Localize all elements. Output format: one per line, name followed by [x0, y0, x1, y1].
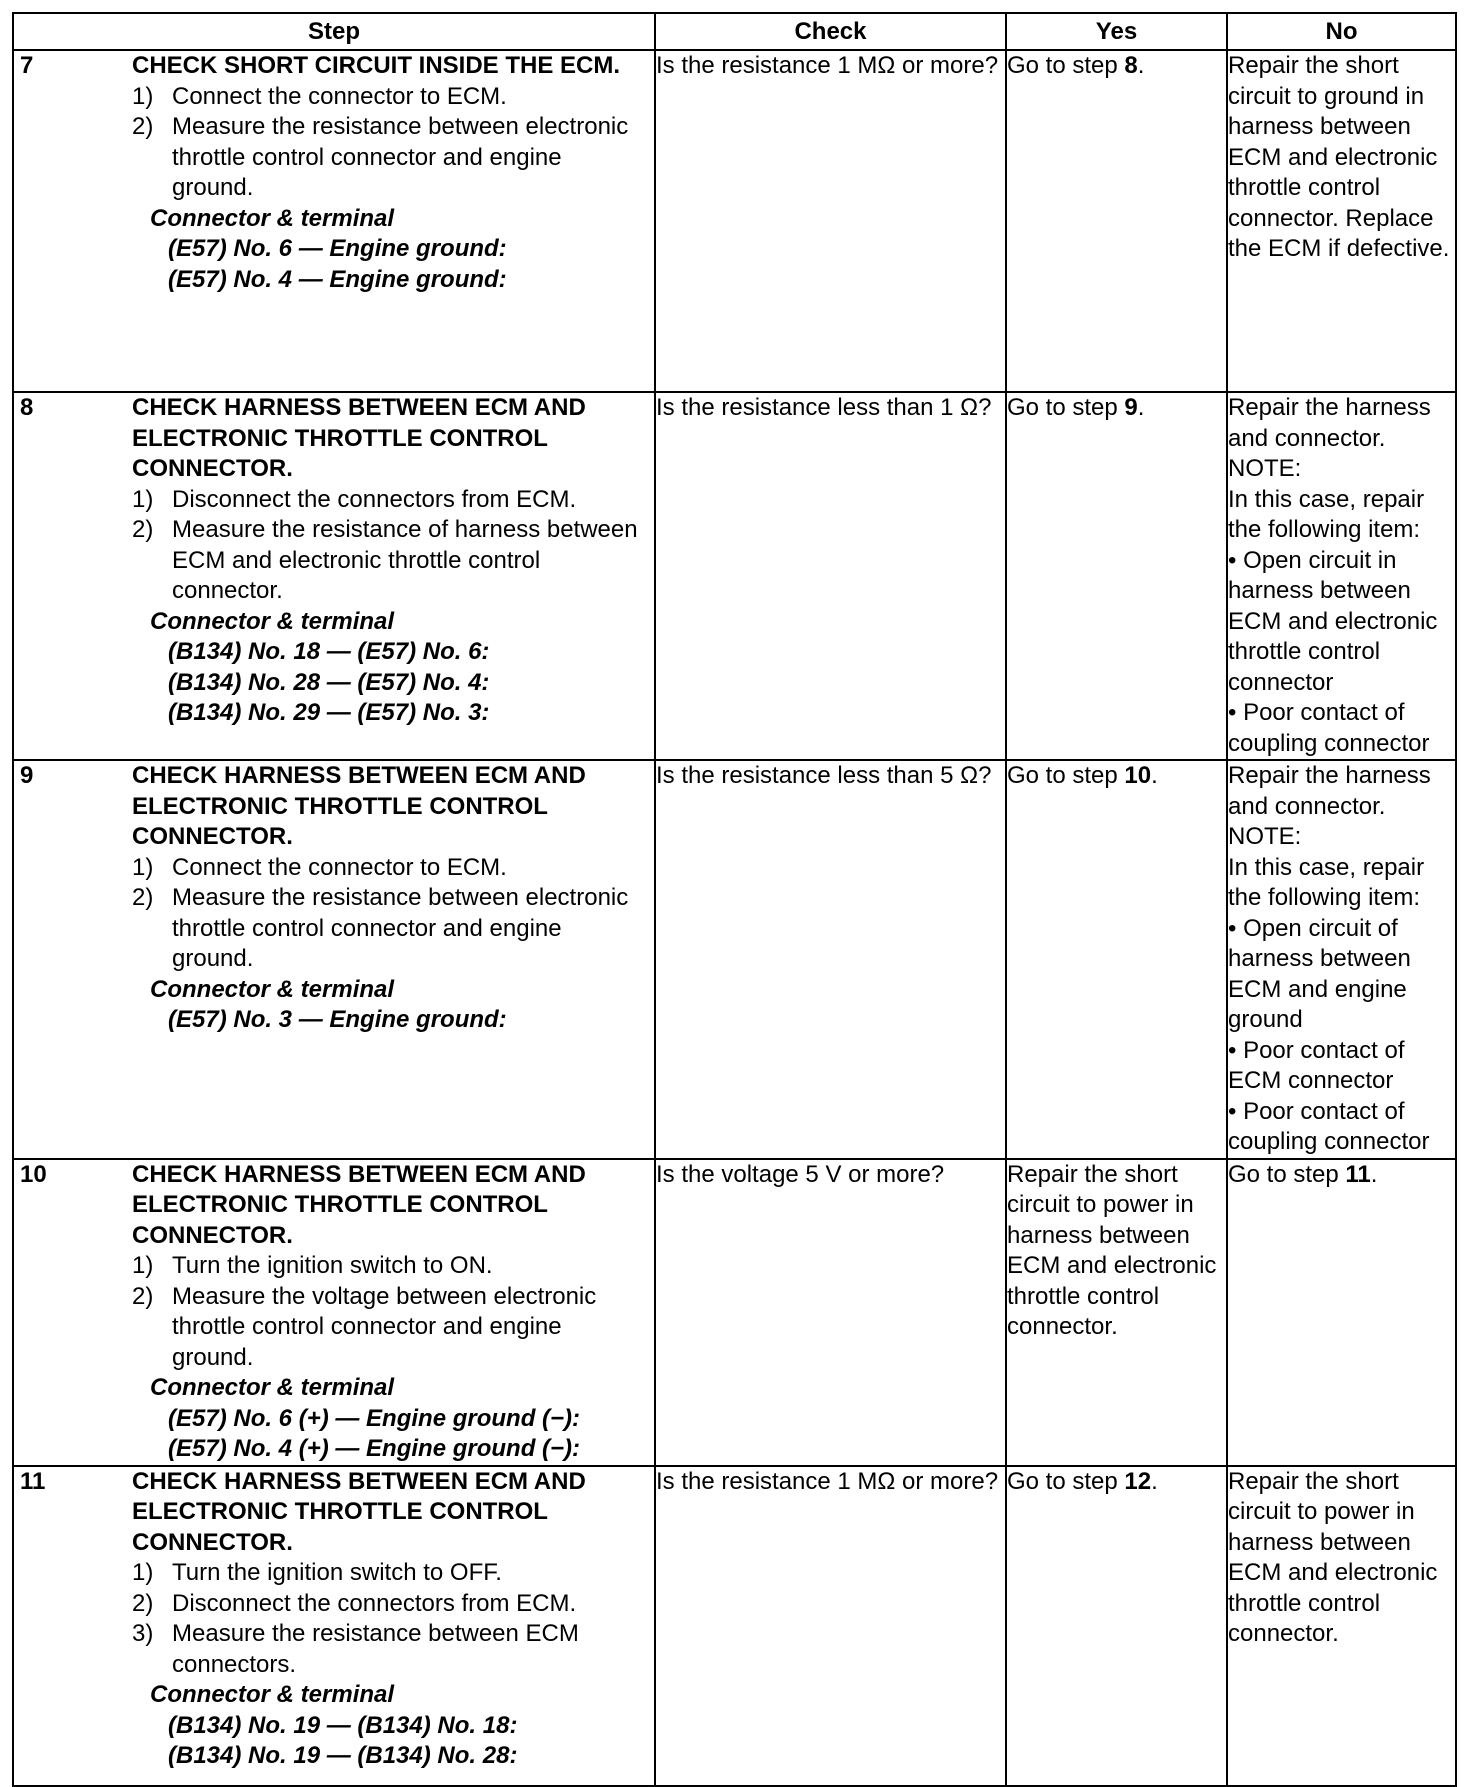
step-cell — [13, 392, 655, 760]
check-cell: Is the resistance less than 1 Ω? — [655, 392, 1006, 760]
diagnostic-table — [12, 12, 1457, 1787]
connector-terminal-label: Connector & terminal — [150, 204, 395, 232]
step-title: CHECK HARNESS BETWEEN ECM AND ELECTRONIC THROTTLE CONTROL CONNECTOR. — [132, 1467, 586, 1556]
procedure-item: 1) Disconnect the connectors from ECM. — [132, 485, 577, 513]
step-title: CHECK HARNESS BETWEEN ECM AND ELECTRONIC THROTTLE CONTROL CONNECTOR. — [132, 394, 586, 482]
step-title: CHECK HARNESS BETWEEN ECM AND ELECTRONIC THROTTLE CONTROL CONNECTOR. — [132, 762, 586, 850]
connector-terminal-line: (E57) No. 6 — Engine ground: — [168, 235, 507, 262]
procedure-item: 1) Connect the connector to ECM. — [132, 853, 507, 881]
step-cell — [13, 1159, 655, 1466]
yes-cell: Go to step 9. — [1006, 392, 1227, 760]
no-text: Repair the short circuit to ground in harness between ECM and electronic throttle control connector. Replace the ECM if defective. — [1228, 52, 1450, 262]
note-label: NOTE: — [1228, 455, 1302, 482]
bullet-item: • Open circuit of harness between ECM and engine ground — [1228, 914, 1411, 1033]
goto-step-number: 8 — [1124, 52, 1138, 79]
procedure-item: 2) Disconnect the connectors from ECM. — [132, 1589, 577, 1617]
bullet-item: • Poor contact of ECM connector — [1228, 1036, 1405, 1094]
bullet-item: • Poor contact of coupling connector — [1228, 1097, 1430, 1155]
step-cell — [13, 1466, 655, 1786]
connector-terminal-line: (E57) No. 6 (+) — Engine ground (−): — [168, 1404, 581, 1432]
step-row-9 — [13, 760, 1456, 1159]
connector-terminal-line: (B134) No. 19 — (B134) No. 28: — [168, 1742, 518, 1769]
check-cell: Is the resistance less than 5 Ω? — [655, 760, 1006, 1159]
header-step: Step — [13, 13, 655, 50]
procedure-item: 3) Measure the resistance between ECM connectors. — [132, 1620, 579, 1678]
connector-terminal-line: (B134) No. 18 — (E57) No. 6: — [168, 638, 490, 665]
note-label: NOTE: — [1228, 823, 1302, 850]
yes-cell: Go to step 10. — [1006, 760, 1227, 1159]
check-cell: Is the voltage 5 V or more? — [655, 1159, 1006, 1466]
connector-terminal-label: Connector & terminal — [150, 1374, 395, 1401]
header-yes: Yes — [1006, 13, 1227, 50]
procedure-item: 2) Measure the resistance between electronic throttle control connector and engine ground. — [132, 113, 629, 201]
connector-terminal-line: (E57) No. 3 — Engine ground: — [168, 1006, 507, 1033]
step-title: CHECK SHORT CIRCUIT INSIDE THE ECM. — [132, 52, 621, 79]
no-text: Repair the harness and connector. — [1228, 762, 1431, 820]
no-cell — [1227, 760, 1456, 1159]
bullet-item: • Open circuit in harness between ECM and electronic throttle control connector — [1228, 546, 1438, 696]
step-row-7 — [13, 50, 1456, 392]
no-text: In this case, repair the following item: — [1228, 485, 1425, 543]
step-number: 7 — [20, 52, 34, 79]
goto-step-number: 10 — [1124, 762, 1152, 789]
connector-terminal-line: (E57) No. 4 — Engine ground: — [168, 265, 507, 293]
yes-cell: Go to step 12. — [1006, 1466, 1227, 1786]
connector-terminal-label: Connector & terminal — [150, 1681, 395, 1708]
step-row-8 — [13, 392, 1456, 760]
procedure-item: 2) Measure the resistance of harness between ECM and electronic throttle control connector. — [132, 516, 638, 604]
connector-terminal-line: (B134) No. 19 — (B134) No. 18: — [168, 1711, 518, 1739]
procedure-item: 2) Measure the voltage between electronic throttle control connector and engine ground. — [132, 1282, 597, 1371]
bullet-item: • Poor contact of coupling connector — [1228, 699, 1430, 757]
no-text: Repair the short circuit to power in harness between ECM and electronic throttle control connector. — [1228, 1467, 1438, 1647]
no-cell — [1227, 392, 1456, 760]
connector-terminal-label: Connector & terminal — [150, 607, 395, 635]
no-text: In this case, repair the following item: — [1228, 853, 1425, 911]
check-cell: Is the resistance 1 MΩ or more? — [655, 50, 1006, 392]
yes-cell: Repair the short circuit to power in harness between ECM and electronic throttle control connector. — [1006, 1159, 1227, 1466]
step-number: 11 — [20, 1467, 46, 1495]
header-row — [13, 13, 1456, 50]
header-no: No — [1227, 13, 1456, 50]
procedure-item: 1) Connect the connector to ECM. — [132, 82, 507, 110]
no-cell — [1227, 50, 1456, 392]
check-cell: Is the resistance 1 MΩ or more? — [655, 1466, 1006, 1786]
step-cell — [13, 760, 655, 1159]
step-number: 8 — [20, 394, 34, 421]
step-number: 9 — [20, 762, 34, 789]
no-cell — [1227, 1466, 1456, 1786]
yes-cell: Go to step 8. — [1006, 50, 1227, 392]
no-text: Repair the harness and connector. — [1228, 394, 1431, 452]
step-cell — [13, 50, 655, 392]
goto-step-number: 12 — [1124, 1467, 1152, 1495]
step-title: CHECK HARNESS BETWEEN ECM AND ELECTRONIC THROTTLE CONTROL CONNECTOR. — [132, 1160, 586, 1249]
step-number: 10 — [20, 1160, 47, 1188]
connector-terminal-line: (B134) No. 29 — (E57) No. 3: — [168, 699, 490, 726]
header-check: Check — [655, 13, 1006, 50]
connector-terminal-label: Connector & terminal — [150, 975, 395, 1003]
connector-terminal-line: (B134) No. 28 — (E57) No. 4: — [168, 668, 490, 696]
goto-step-number: 11 — [1345, 1160, 1371, 1188]
connector-terminal-line: (E57) No. 4 (+) — Engine ground (−): — [168, 1435, 581, 1462]
step-row-11 — [13, 1466, 1456, 1786]
procedure-item: 1) Turn the ignition switch to ON. — [132, 1252, 493, 1279]
no-cell: Go to step 11. — [1227, 1159, 1456, 1466]
step-row-10 — [13, 1159, 1456, 1466]
procedure-item: 1) Turn the ignition switch to OFF. — [132, 1559, 502, 1586]
goto-step-number: 9 — [1124, 394, 1138, 421]
procedure-item: 2) Measure the resistance between electronic throttle control connector and engine ground. — [132, 884, 629, 972]
